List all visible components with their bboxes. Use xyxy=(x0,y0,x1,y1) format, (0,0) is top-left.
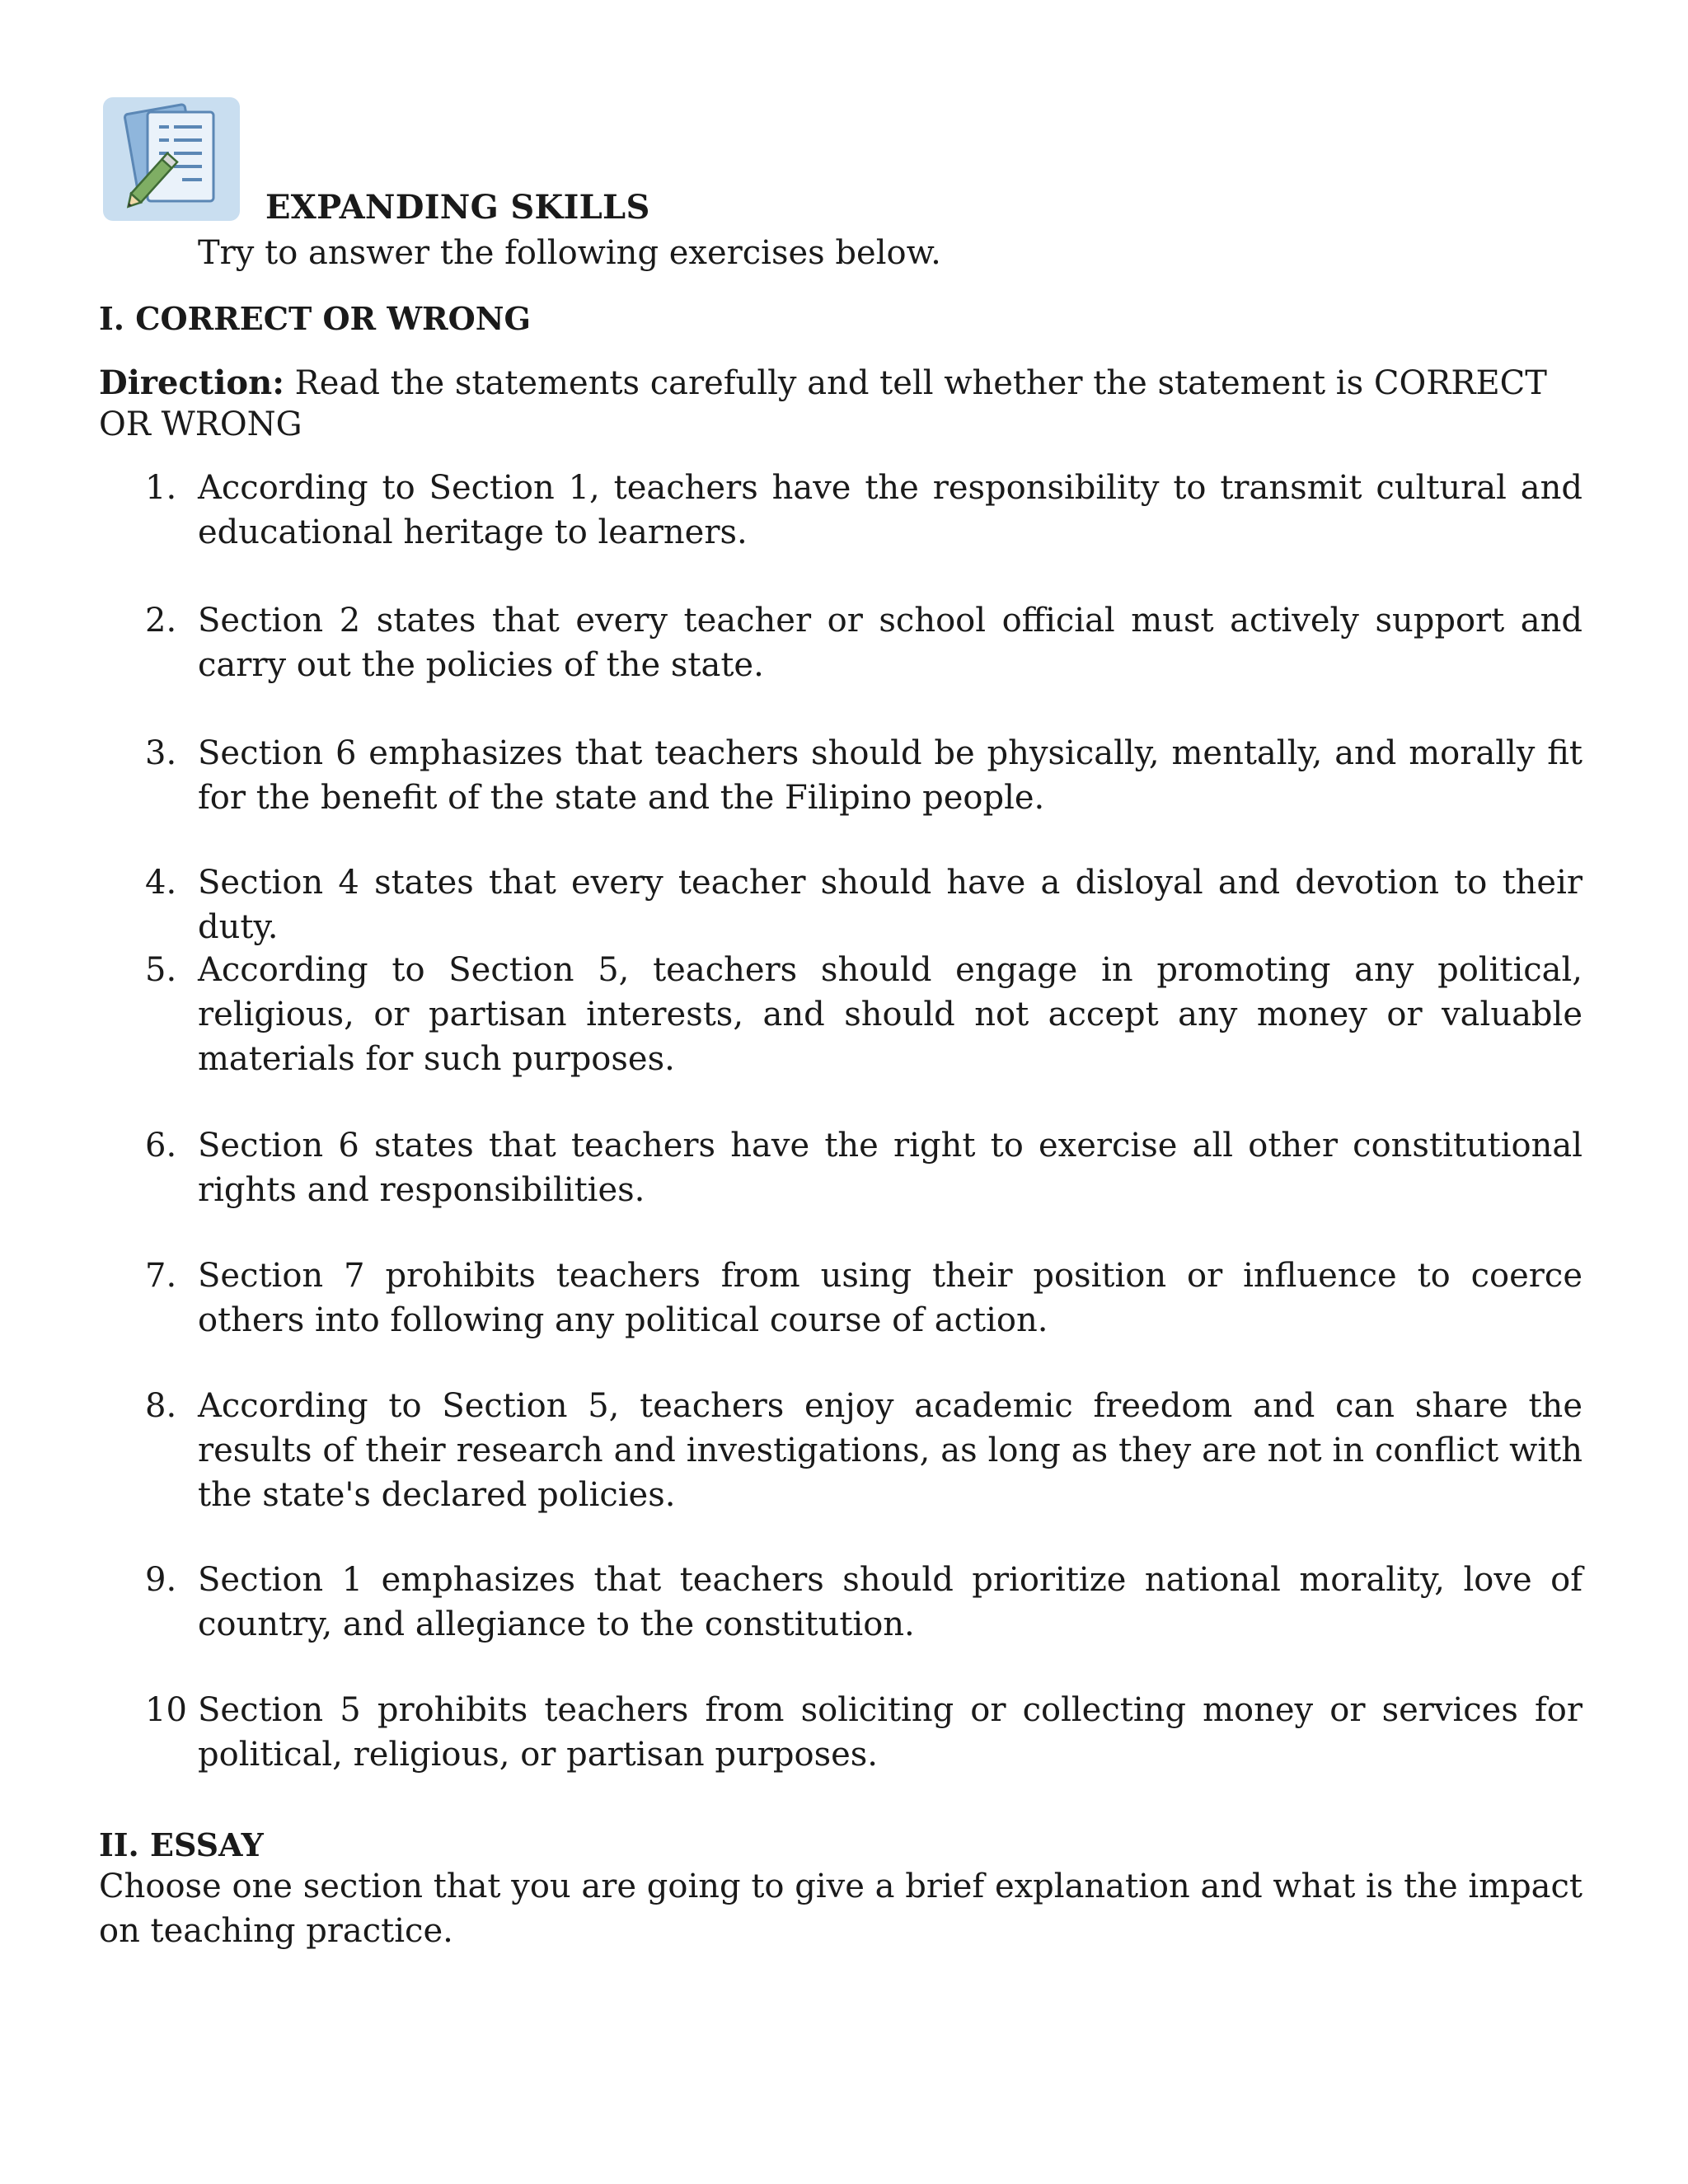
essay-instruction: Choose one section that you are going to give a brief explanation and what is the impact on teaching practice. xyxy=(99,1868,1582,1950)
item-number: 9. xyxy=(145,1561,177,1599)
direction-text xyxy=(99,363,1582,445)
item-text: According to Section 5, teachers should engage in promoting any political, religious, or partisan interests, and should not accept any money or valuable materials for such purposes. xyxy=(198,951,1582,1078)
item-text: Section 4 states that every teacher should have a disloyal and devotion to their duty. xyxy=(198,864,1582,946)
item-number: 6. xyxy=(145,1127,177,1165)
item-number: 8. xyxy=(145,1387,177,1425)
section-heading-essay: II. ESSAY xyxy=(99,1826,264,1863)
item-number: 3. xyxy=(145,734,177,772)
list-item xyxy=(99,466,1582,555)
section-heading-correct-or-wrong: I. CORRECT OR WRONG xyxy=(99,300,531,337)
list-item xyxy=(99,1254,1582,1343)
item-number: 4. xyxy=(145,864,177,902)
item-text: According to Section 5, teachers enjoy academic freedom and can share the results of their research and investigations, as long as they are not in conflict with the state's declared policies. xyxy=(198,1387,1582,1514)
worksheet-pencil-icon xyxy=(103,97,240,221)
item-text: Section 2 states that every teacher or school official must actively support and carry out the policies of the state. xyxy=(198,602,1582,684)
list-item xyxy=(99,948,1582,1081)
item-text: Section 7 prohibits teachers from using their position or influence to coerce others into following any political course of action. xyxy=(198,1257,1582,1339)
page-title: EXPANDING SKILLS xyxy=(265,188,650,227)
list-item xyxy=(99,1688,1582,1777)
list-item xyxy=(99,1123,1582,1212)
direction-label: Direction: xyxy=(99,363,284,402)
item-number: 2. xyxy=(145,602,177,640)
item-text: Section 1 emphasizes that teachers should prioritize national morality, love of country, and allegiance to the constitution. xyxy=(198,1561,1582,1643)
item-text: According to Section 1, teachers have the responsibility to transmit cultural and educational heritage to learners. xyxy=(198,469,1582,551)
item-number: 1. xyxy=(145,469,177,507)
item-number: 7. xyxy=(145,1257,177,1295)
list-item xyxy=(99,598,1582,687)
item-text: Section 5 prohibits teachers from soliciting or collecting money or services for political, religious, or partisan purposes. xyxy=(198,1691,1582,1774)
list-item xyxy=(99,860,1582,949)
item-text: Section 6 states that teachers have the right to exercise all other constitutional rights and responsibilities. xyxy=(198,1127,1582,1209)
list-item xyxy=(99,1558,1582,1647)
list-item xyxy=(99,731,1582,820)
intro-text: Try to answer the following exercises below. xyxy=(198,234,941,272)
item-text: Section 6 emphasizes that teachers should be physically, mentally, and morally fit for the benefit of the state and the Filipino people. xyxy=(198,734,1582,817)
item-number: 5. xyxy=(145,951,177,989)
list-item xyxy=(99,1384,1582,1517)
direction-body: Read the statements carefully and tell whether the statement is CORRECT OR WRONG xyxy=(99,364,1547,443)
item-number: 10 xyxy=(145,1691,187,1729)
